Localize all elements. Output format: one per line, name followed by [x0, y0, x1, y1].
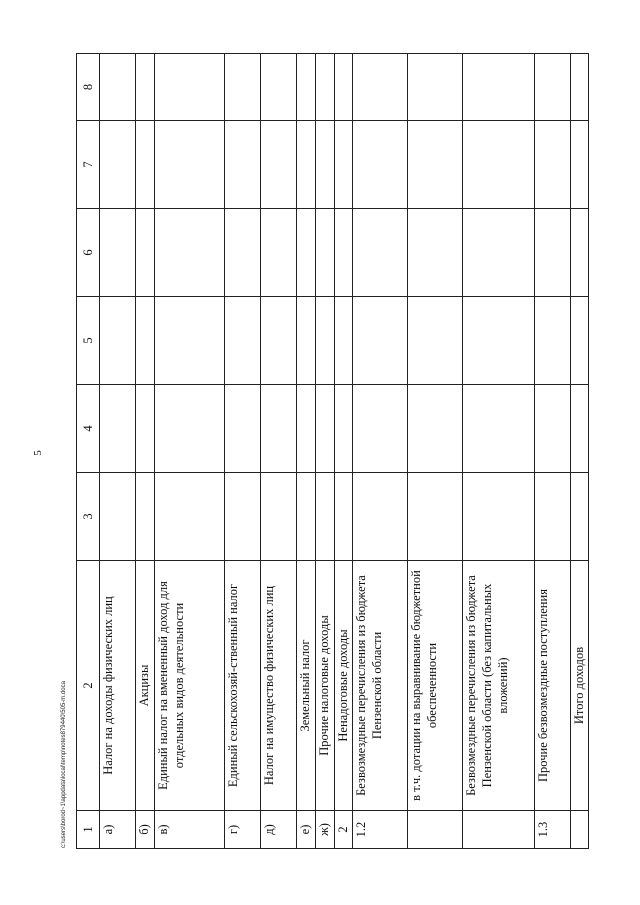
header-col-8: 8	[77, 54, 100, 121]
value-cell	[463, 121, 535, 209]
value-cell	[535, 209, 571, 297]
value-cell	[335, 54, 353, 121]
row-label: Прочие безвозмездные поступления	[535, 561, 571, 811]
value-cell	[155, 54, 225, 121]
row-code: ж)	[316, 811, 335, 849]
value-cell	[136, 209, 155, 297]
row-code: а)	[100, 811, 136, 849]
table-row	[261, 54, 297, 849]
value-cell	[335, 473, 353, 561]
value-cell	[297, 54, 316, 121]
value-cell	[316, 209, 335, 297]
value-cell	[136, 297, 155, 385]
value-cell	[353, 385, 408, 473]
header-col-5: 5	[77, 297, 100, 385]
table-row	[353, 54, 408, 849]
row-label: Ненадоговые доходы	[335, 561, 353, 811]
table-row	[100, 54, 136, 849]
value-cell	[408, 473, 463, 561]
value-cell	[225, 54, 261, 121]
value-cell	[335, 209, 353, 297]
value-cell	[408, 209, 463, 297]
value-cell	[463, 209, 535, 297]
table-row	[408, 54, 463, 849]
value-cell	[571, 209, 589, 297]
row-label: Безвозмездные перечисления из бюджета Пензенской области (без капитальных вложений)	[463, 561, 535, 811]
value-cell	[225, 121, 261, 209]
value-cell	[261, 297, 297, 385]
table-row	[463, 54, 535, 849]
value-cell	[225, 473, 261, 561]
header-col-6: 6	[77, 209, 100, 297]
value-cell	[353, 209, 408, 297]
row-label: Единый сельскохозяй-ственный налог	[225, 561, 261, 811]
value-cell	[297, 385, 316, 473]
header-col-2: 2	[77, 561, 100, 811]
value-cell	[155, 121, 225, 209]
value-cell	[155, 473, 225, 561]
value-cell	[100, 209, 136, 297]
value-cell	[463, 297, 535, 385]
table-row	[225, 54, 261, 849]
value-cell	[316, 54, 335, 121]
value-cell	[225, 297, 261, 385]
value-cell	[463, 473, 535, 561]
row-code	[571, 811, 589, 849]
value-cell	[316, 121, 335, 209]
row-code	[463, 811, 535, 849]
value-cell	[535, 473, 571, 561]
row-code: 2	[335, 811, 353, 849]
value-cell	[353, 297, 408, 385]
value-cell	[335, 385, 353, 473]
row-code: д)	[261, 811, 297, 849]
row-label: Прочие налоговые доходы	[316, 561, 335, 811]
table-row	[316, 54, 335, 849]
row-label: Безвозмездные перечисления из бюджета Пензенской области	[353, 561, 408, 811]
value-cell	[225, 385, 261, 473]
value-cell	[535, 297, 571, 385]
row-label: Налог на доходы физических лиц	[100, 561, 136, 811]
value-cell	[408, 54, 463, 121]
table-row	[136, 54, 155, 849]
value-cell	[335, 297, 353, 385]
header-col-4: 4	[77, 385, 100, 473]
row-code: е)	[297, 811, 316, 849]
value-cell	[261, 54, 297, 121]
row-code: 1.2	[353, 811, 408, 849]
header-col-1: 1	[77, 811, 100, 849]
value-cell	[316, 385, 335, 473]
value-cell	[100, 121, 136, 209]
row-label: Акцизы	[136, 561, 155, 811]
value-cell	[316, 297, 335, 385]
value-cell	[297, 121, 316, 209]
value-cell	[571, 121, 589, 209]
row-label: Земельный налог	[297, 561, 316, 811]
file-path-footer: c:\users\borod~1\appdata\local\temp\notes879440\505-m.doca	[61, 681, 67, 848]
value-cell	[261, 385, 297, 473]
value-cell	[463, 385, 535, 473]
value-cell	[297, 297, 316, 385]
value-cell	[225, 209, 261, 297]
table-row	[297, 54, 316, 849]
value-cell	[261, 121, 297, 209]
value-cell	[136, 473, 155, 561]
row-label: Единый налог на вмененный доход для отдельных видов деятельности	[155, 561, 225, 811]
row-label: в т.ч. дотации на выравнивание бюджетной обеспеченности	[408, 561, 463, 811]
value-cell	[571, 385, 589, 473]
value-cell	[155, 209, 225, 297]
value-cell	[535, 385, 571, 473]
table-row	[571, 54, 589, 849]
value-cell	[535, 54, 571, 121]
value-cell	[261, 209, 297, 297]
row-code: г)	[225, 811, 261, 849]
value-cell	[316, 473, 335, 561]
row-label: Налог на имущество физических лиц	[261, 561, 297, 811]
value-cell	[155, 385, 225, 473]
value-cell	[100, 385, 136, 473]
value-cell	[297, 473, 316, 561]
value-cell	[408, 121, 463, 209]
value-cell	[100, 473, 136, 561]
table-row	[155, 54, 225, 849]
value-cell	[408, 385, 463, 473]
revenue-table	[76, 53, 589, 849]
row-code: 1.3	[535, 811, 571, 849]
value-cell	[297, 209, 316, 297]
row-label: Итого доходов	[571, 561, 589, 811]
value-cell	[353, 54, 408, 121]
page-number: 5	[32, 450, 44, 456]
value-cell	[136, 54, 155, 121]
value-cell	[353, 473, 408, 561]
value-cell	[100, 297, 136, 385]
row-code	[408, 811, 463, 849]
value-cell	[408, 297, 463, 385]
value-cell	[100, 54, 136, 121]
table-row	[335, 54, 353, 849]
header-col-7: 7	[77, 121, 100, 209]
value-cell	[571, 54, 589, 121]
header-col-3: 3	[77, 473, 100, 561]
value-cell	[353, 121, 408, 209]
value-cell	[136, 121, 155, 209]
header-row	[77, 54, 100, 849]
value-cell	[463, 54, 535, 121]
revenue-table-wrapper	[76, 54, 584, 849]
value-cell	[261, 473, 297, 561]
table-row	[535, 54, 571, 849]
row-code: б)	[136, 811, 155, 849]
value-cell	[136, 385, 155, 473]
value-cell	[535, 121, 571, 209]
value-cell	[335, 121, 353, 209]
value-cell	[571, 297, 589, 385]
value-cell	[571, 473, 589, 561]
value-cell	[155, 297, 225, 385]
row-code: в)	[155, 811, 225, 849]
